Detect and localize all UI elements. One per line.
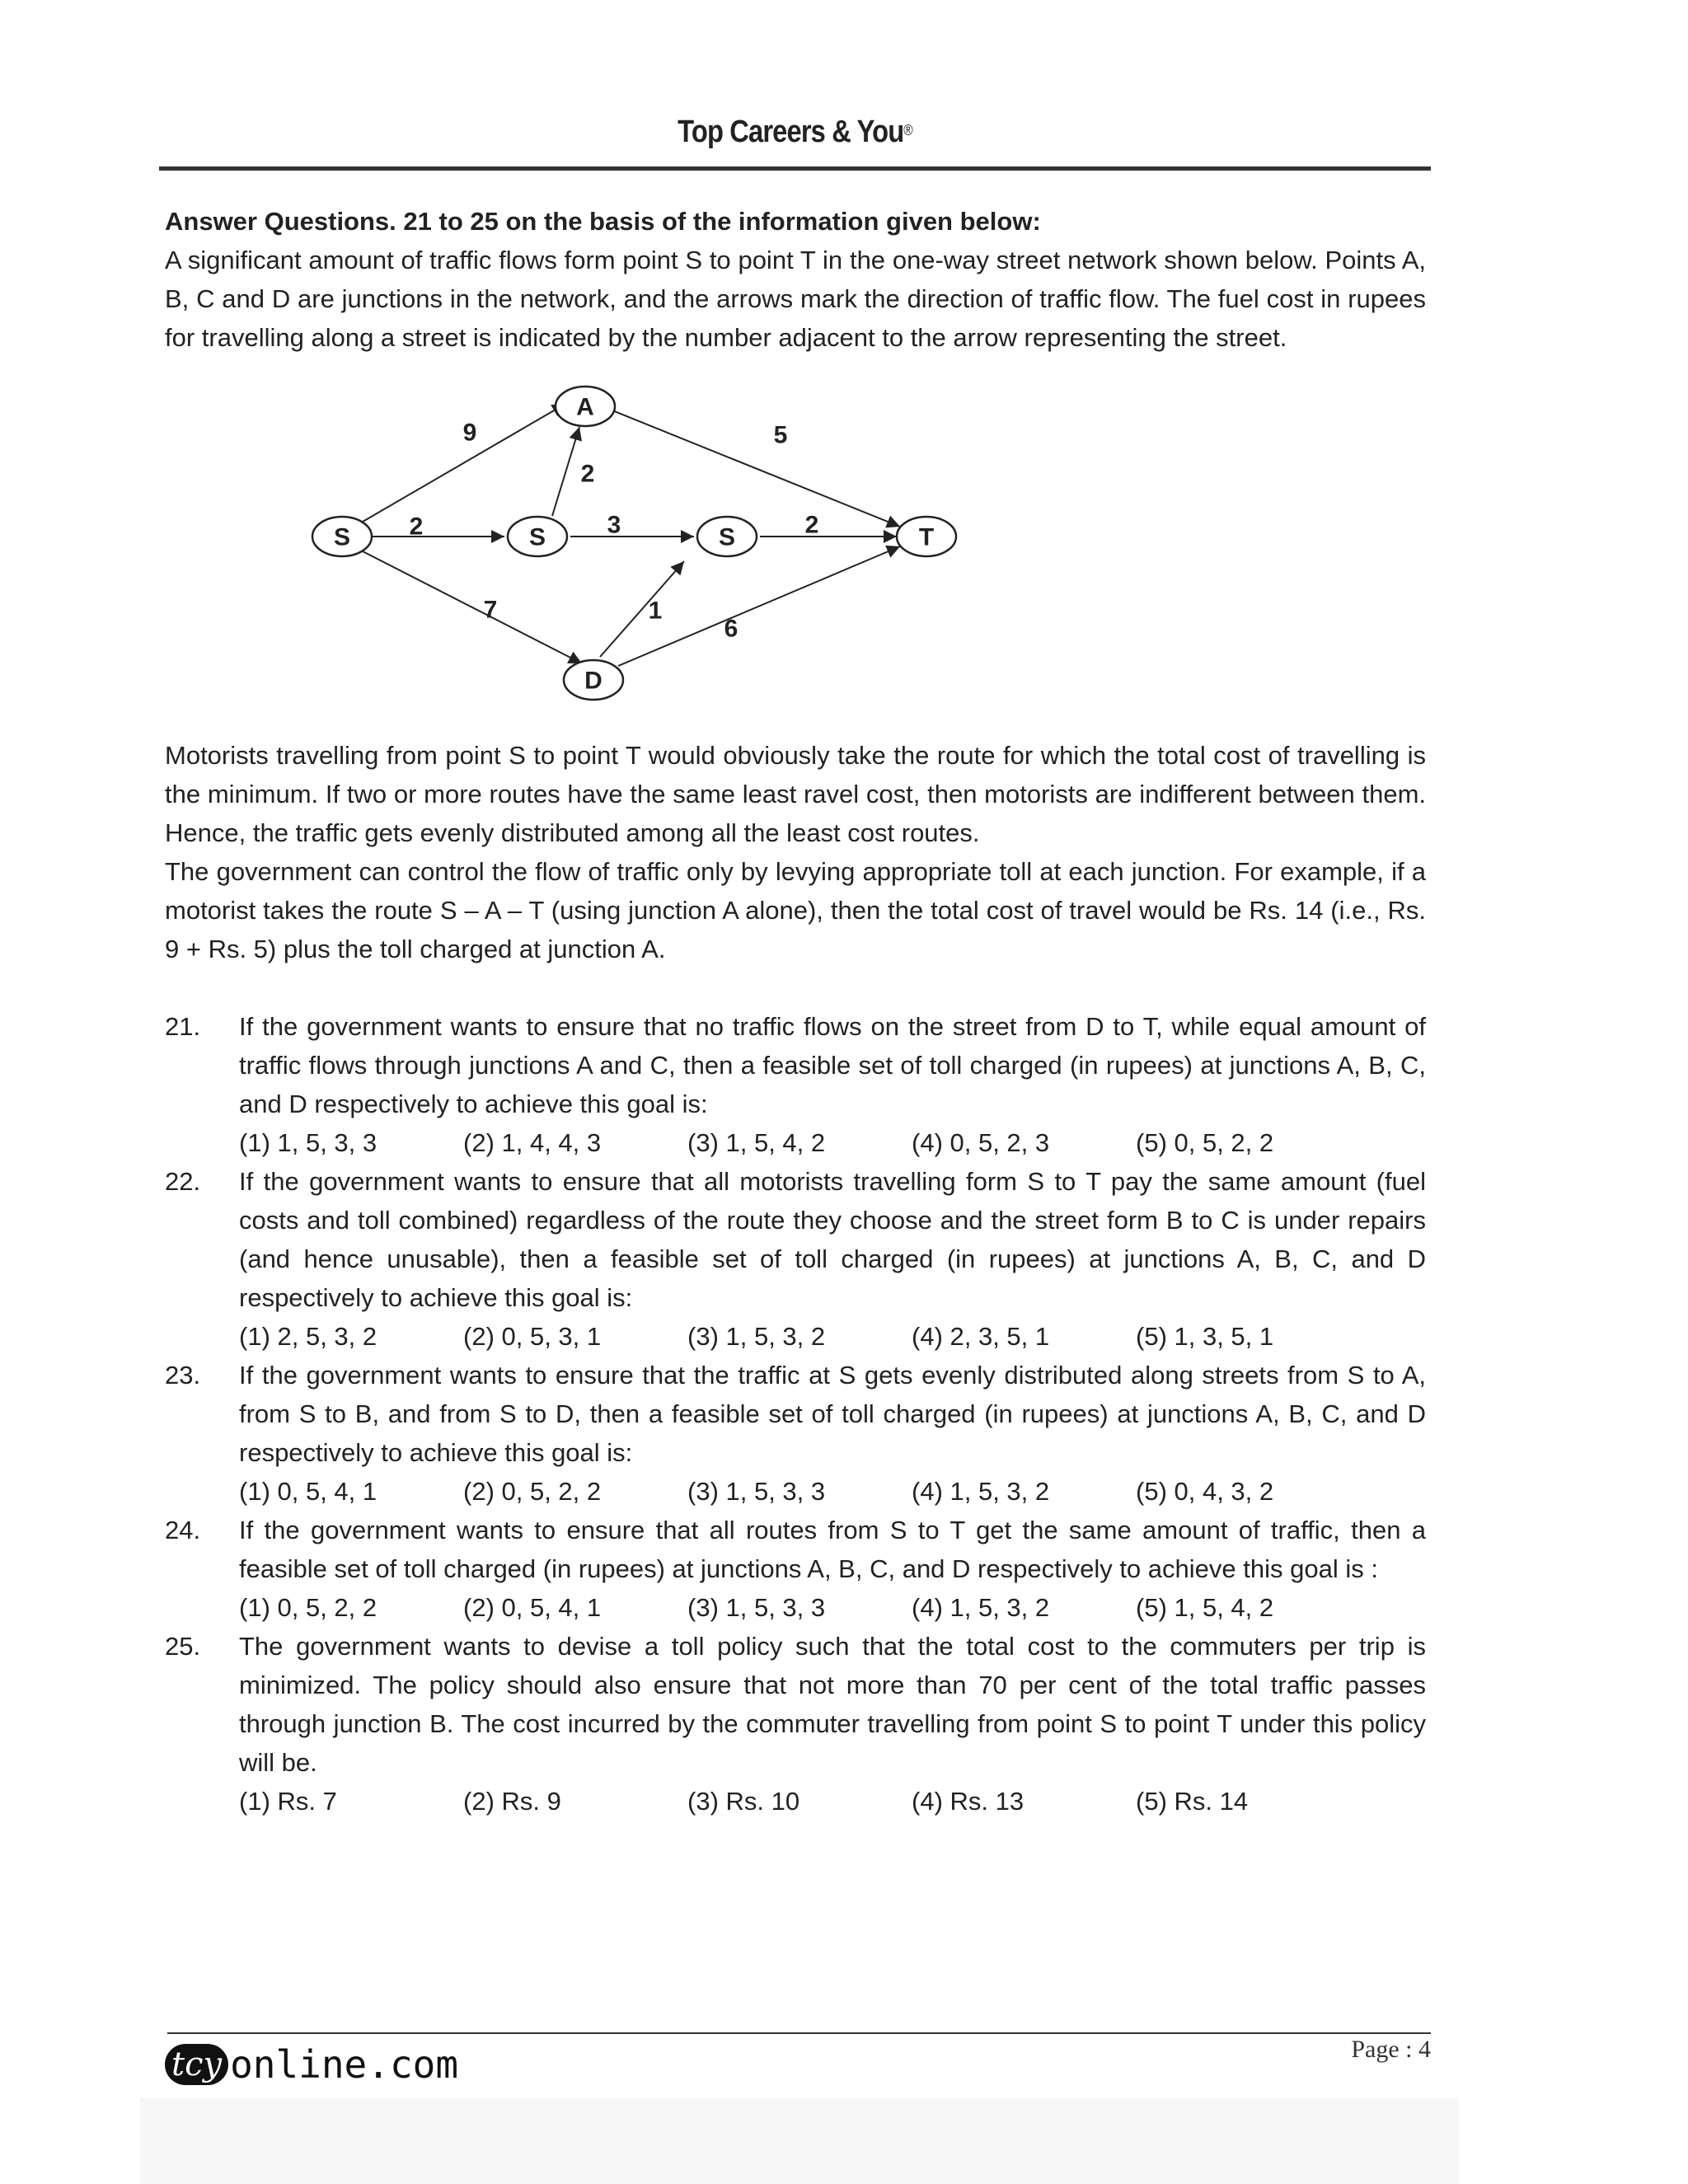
edge-label-d-t: 6 — [724, 615, 738, 643]
option: (5) 0, 5, 2, 2 — [1136, 1128, 1274, 1157]
page-content — [165, 202, 1426, 1821]
question-list — [165, 1007, 1426, 1821]
option-row — [239, 1472, 1426, 1511]
question-text: If the government wants to ensure that all motorists travelling form S to T pay the same amount (fuel costs and toll combined) regardless of the route they choose and the street form B to C is under repairs (and hence unusable), then a feasible set of toll charged (in rupees) at junctions A, B, C, and D respectively to achieve this goal is: — [239, 1167, 1426, 1312]
registered-mark: ® — [903, 122, 912, 138]
option: (2) Rs. 9 — [463, 1787, 561, 1816]
body-paragraph-2: The government can control the flow of traffic only by levying appropriate toll at each junction. For example, if a motorist takes the route S – A – T (using junction A alone), then the total cost of travel would be Rs. 14 (i.e., Rs. 9 + Rs. 5) plus the toll charged at junction A. — [165, 857, 1426, 963]
option: (3) 1, 5, 3, 3 — [687, 1477, 826, 1506]
option: (5) 1, 5, 4, 2 — [1136, 1593, 1274, 1622]
footer-logo — [165, 2040, 458, 2089]
question-number: 25. — [165, 1632, 201, 1661]
question-body — [239, 1511, 1426, 1627]
intro-paragraph: A significant amount of traffic flows form point S to point T in the one-way street network shown below. Points A, B, C and D are junctions in the network, and the arrows mark the direction of traffic flow. The fuel cost in rupees for travelling along a street is indicated by the number adjacent to the arrow representing the street. — [165, 246, 1426, 352]
edge-label-s-d: 7 — [483, 596, 498, 624]
edge-label-d-c: 1 — [648, 597, 663, 625]
logo-mark: tcy — [165, 2044, 228, 2085]
option: (4) 1, 5, 3, 2 — [912, 1593, 1050, 1622]
edge-label-b-c: 3 — [607, 511, 621, 539]
logo-text: online.com — [230, 2042, 459, 2087]
option: (5) 1, 3, 5, 1 — [1136, 1322, 1274, 1351]
option: (4) Rs. 13 — [912, 1787, 1025, 1816]
edge-label-c-t: 2 — [804, 511, 819, 539]
question-item — [165, 1162, 1426, 1356]
edge-label-s-b: 2 — [409, 513, 424, 541]
page-number: Page : 4 — [1351, 2036, 1431, 2063]
question-number: 22. — [165, 1167, 201, 1196]
page-bottom-shade — [140, 2097, 1459, 2184]
header-title — [678, 107, 912, 157]
node-label-t: T — [918, 523, 935, 551]
option: (2) 1, 4, 4, 3 — [463, 1128, 602, 1157]
node-label-s-mid1: S — [528, 523, 546, 551]
question-item — [165, 1627, 1426, 1821]
edge-label-a-t: 5 — [773, 421, 788, 449]
question-body — [239, 1356, 1426, 1511]
question-text: If the government wants to ensure that no traffic flows on the street from D to T, while equal amount of traffic flows through junctions A and C, then a feasible set of toll charged (in rupees) at junctions A, B, C, and D respectively to achieve this goal is: — [239, 1012, 1426, 1118]
edge-s-d — [363, 551, 582, 663]
option-row — [239, 1317, 1426, 1356]
section-lead: Answer Questions. 21 to 25 on the basis of the information given below: — [165, 207, 1041, 236]
question-number: 21. — [165, 1012, 201, 1041]
option: (4) 1, 5, 3, 2 — [912, 1477, 1050, 1506]
header-title-text: Top Careers & You — [678, 115, 904, 149]
question-item — [165, 1511, 1426, 1627]
option: (4) 2, 3, 5, 1 — [912, 1322, 1050, 1351]
question-text: If the government wants to ensure that all routes from S to T get the same amount of traffic, then a feasible set of toll charged (in rupees) at junctions A, B, C, and D respectively to achieve this goal is : — [239, 1516, 1426, 1583]
option: (2) 0, 5, 2, 2 — [463, 1477, 602, 1506]
question-number: 24. — [165, 1516, 201, 1544]
question-item — [165, 1007, 1426, 1162]
option-row — [239, 1123, 1426, 1162]
edge-label-s-a: 9 — [462, 419, 477, 447]
option-row — [239, 1588, 1426, 1627]
question-body — [239, 1627, 1426, 1821]
node-label-a: A — [576, 393, 594, 421]
option: (1) Rs. 7 — [239, 1787, 337, 1816]
footer-rule — [167, 2032, 1431, 2034]
node-label-s-mid2: S — [718, 523, 736, 551]
edge-a-t — [604, 407, 900, 527]
option: (1) 1, 5, 3, 3 — [239, 1128, 377, 1157]
edge-b-a — [552, 427, 579, 516]
option: (3) 1, 5, 3, 2 — [687, 1322, 826, 1351]
edge-label-b-a: 2 — [580, 460, 595, 488]
question-body — [239, 1162, 1426, 1356]
option: (2) 0, 5, 3, 1 — [463, 1322, 602, 1351]
option: (5) 0, 4, 3, 2 — [1136, 1477, 1274, 1506]
body-paragraph-1: Motorists travelling from point S to point T would obviously take the route for which the total cost of travelling is the minimum. If two or more routes have the same least ravel cost, then motorists are indifferent between them. Hence, the traffic gets evenly distributed among all the least cost routes. — [165, 741, 1426, 847]
node-label-d: D — [584, 667, 603, 695]
option: (3) Rs. 10 — [687, 1787, 800, 1816]
question-text: If the government wants to ensure that the traffic at S gets evenly distributed along streets from S to A, from S to B, and from S to D, then a feasible set of toll charged (in rupees) at junctions A, B, C, and D respectively to achieve this goal is: — [239, 1361, 1426, 1467]
question-body — [239, 1007, 1426, 1162]
page-header — [159, 107, 1431, 171]
node-label-s-start: S — [333, 523, 351, 551]
option: (1) 0, 5, 2, 2 — [239, 1593, 377, 1622]
option: (4) 0, 5, 2, 3 — [912, 1128, 1050, 1157]
option: (1) 2, 5, 3, 2 — [239, 1322, 377, 1351]
spacer — [165, 968, 1426, 1007]
question-item — [165, 1356, 1426, 1511]
option: (2) 0, 5, 4, 1 — [463, 1593, 602, 1622]
question-text: The government wants to devise a toll policy such that the total cost to the commuters per trip is minimized. The policy should also ensure that not more than 70 per cent of the total traffic passes through junction B. The cost incurred by the commuter travelling from point S to point T under this policy will be. — [239, 1632, 1426, 1777]
option-row — [239, 1782, 1426, 1821]
option: (3) 1, 5, 3, 3 — [687, 1593, 826, 1622]
question-number: 23. — [165, 1361, 201, 1390]
option: (1) 0, 5, 4, 1 — [239, 1477, 377, 1506]
network-diagram — [305, 365, 1129, 736]
option: (5) Rs. 14 — [1136, 1787, 1249, 1816]
option: (3) 1, 5, 4, 2 — [687, 1128, 826, 1157]
